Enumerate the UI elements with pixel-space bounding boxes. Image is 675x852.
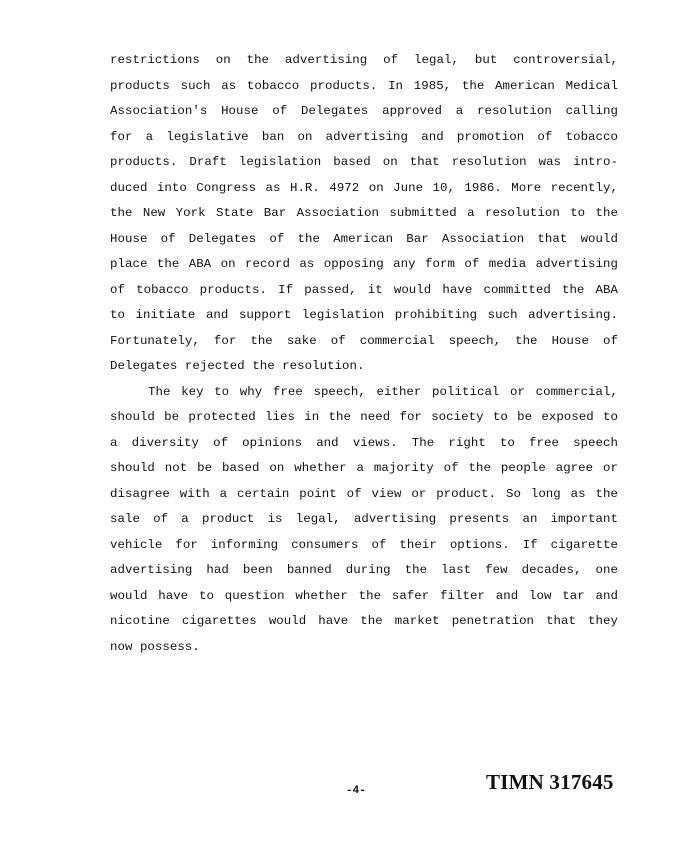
- bates-number: TIMN 317645: [486, 770, 614, 794]
- text-line: Fortunately, for the sake of commercial speech, the House of: [110, 333, 618, 348]
- text-line: now possess.: [110, 639, 200, 654]
- text-line: products. Draft legislation based on that resolution was intro-: [110, 155, 618, 169]
- text-line: advertising had been banned during the last few decades, one: [110, 563, 618, 577]
- text-line: vehicle for informing consumers of their options. If cigarette: [110, 537, 618, 552]
- text-line: sale of a product is legal, advertising presents an important: [110, 512, 618, 526]
- page-number: -4-: [346, 785, 366, 797]
- paragraph-1: [110, 52, 618, 384]
- text-line: Association's House of Delegates approved a resolution calling: [110, 104, 618, 118]
- text-line: restrictions on the advertising of legal, but controversial,: [110, 53, 618, 67]
- text-line: The key to why free speech, either political or commercial,: [148, 384, 618, 399]
- text-line: for a legislative ban on advertising and promotion of tobacco: [110, 129, 618, 144]
- text-line: nicotine cigarettes would have the market penetration that they: [110, 614, 618, 628]
- text-line: disagree with a certain point of view or product. So long as the: [110, 486, 618, 501]
- text-line: duced into Congress as H.R. 4972 on June 10, 1986. More recently,: [110, 180, 618, 195]
- text-line: House of Delegates of the American Bar Association that would: [110, 231, 618, 246]
- text-line: Delegates rejected the resolution.: [110, 359, 365, 373]
- text-line: would have to question whether the safer filter and low tar and: [110, 588, 618, 603]
- text-line: a diversity of opinions and views. The right to free speech: [110, 435, 618, 450]
- text-line: products such as tobacco products. In 1985, the American Medical: [110, 78, 618, 93]
- paragraph-2: [110, 384, 618, 665]
- text-line: should not be based on whether a majority of the people agree or: [110, 461, 618, 475]
- document-body: [110, 52, 618, 664]
- text-line: to initiate and support legislation prohibiting such advertising.: [110, 308, 618, 322]
- text-line: of tobacco products. If passed, it would have committed the ABA: [110, 282, 618, 297]
- text-line: the New York State Bar Association submitted a resolution to the: [110, 206, 618, 220]
- text-line: should be protected lies in the need for society to be exposed to: [110, 410, 618, 424]
- text-line: place the ABA on record as opposing any form of media advertising: [110, 257, 618, 271]
